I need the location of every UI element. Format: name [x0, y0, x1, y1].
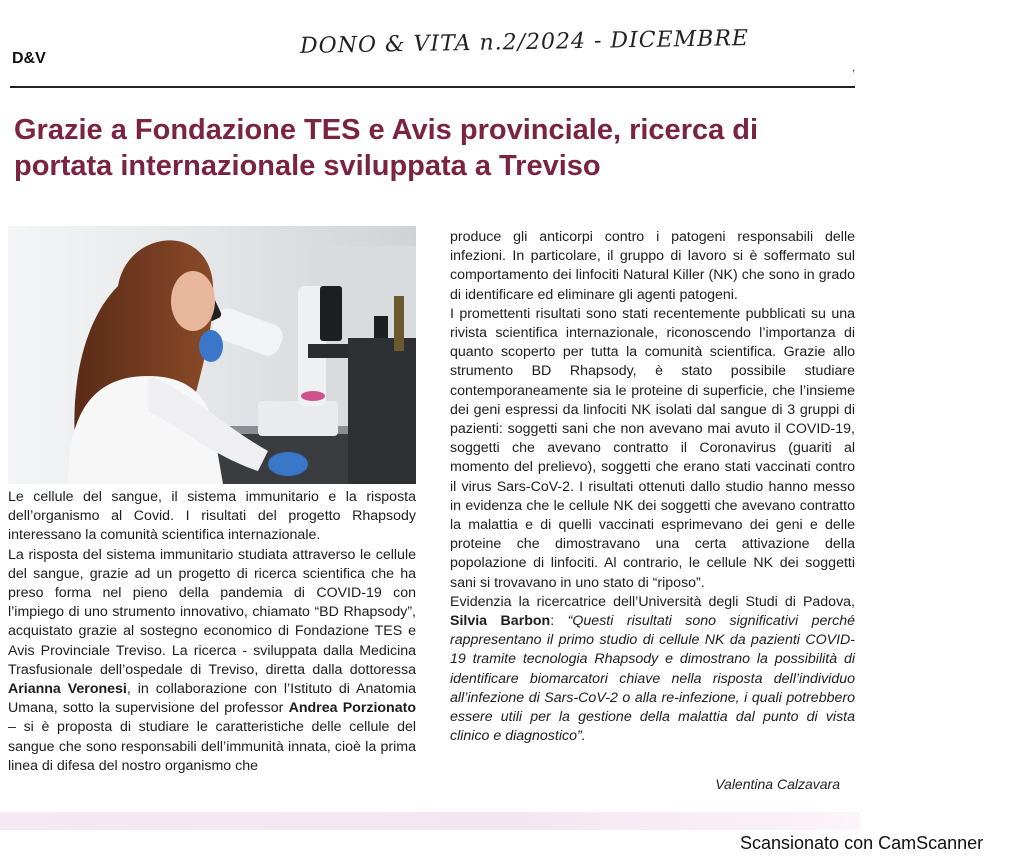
text-run: – si è proposta di studiare le caratteristiche delle cellule del sangue che sono responsabili dell’immunità innata, cioè la prima linea di difesa del nostro organismo che	[8, 719, 416, 774]
scan-artifact-band	[0, 812, 860, 830]
lead-paragraph: Le cellule del sangue, il sistema immunitario e la risposta dell’organismo al Covid. I risultati del progetto Rhapsody interessano la comunità scientifica internazionale.	[8, 489, 416, 544]
text-run: :	[550, 613, 568, 630]
article-photo	[8, 226, 416, 484]
person-name: Arianna Veronesi	[8, 681, 127, 698]
article-column-left	[8, 488, 416, 776]
text-run: , in collaborazione con l’Istituto di Anatomia Umana, sotto la supervisione del professor	[8, 681, 416, 717]
body-paragraph-1	[8, 546, 416, 776]
text-run: Evidenzia la ricercatrice dell’Università degli Studi di Padova,	[450, 593, 855, 610]
author-byline: Valentina Calzavara	[715, 776, 840, 792]
person-name: Silvia Barbon	[450, 613, 551, 630]
body-paragraph-2: produce gli anticorpi contro i patogeni responsabili delle infezioni. In particolare, il gruppo di lavoro si è soffermato sul comportamento dei linfociti Natural Killer (NK) che sono in grado di identificare ed eliminare gli agenti patogeni.	[450, 229, 855, 303]
lab-photo-illustration	[8, 226, 416, 484]
section-tag: D&V	[12, 50, 46, 67]
person-name: Andrea Porzionato	[288, 700, 417, 717]
article-column-right	[450, 228, 855, 746]
body-paragraph-4	[450, 593, 855, 747]
handwritten-note: DONO & VITA n.2/2024 - DICEMBRE	[299, 26, 750, 59]
quote: “Questi risultati sono significativi perché rappresentano il primo studio di cellule NK da pazienti COVID-19 tramite tecnologia Rhapsody e dimostrano la possibilità di identificare biomarcatori chiave nella risposta dell’individuo all’infezione di Sars-CoV-2 o alla re-infezione, i quali potrebbero essere utili per la gestione della malattia dal punto di vista clinico e diagnostico”.	[450, 613, 855, 745]
margin-mark: ,	[852, 60, 856, 74]
scanner-watermark: Scansionato con CamScanner	[740, 833, 984, 853]
article-title: Grazie a Fondazione TES e Avis provinciale, ricerca di portata internazionale sviluppata a Treviso	[14, 114, 759, 182]
header-rule	[10, 86, 855, 88]
body-paragraph-3: I promettenti risultati sono stati recentemente pubblicati su una rivista scientifica internazionale, riconoscendo l’importanza di quanto scoperto per tutta la comunità scientifica. Grazie allo strumento BD Rhapsody, è stato possibile studiare contemporaneamente sia le proteine di superficie, che l’insieme dei geni espressi da linfociti NK isolati dal sangue di 3 gruppi di pazienti: soggetti sani che non avevano mai avuto il COVID-19, soggetti che avevano contratto il Coronavirus (guariti al momento del prelievo), soggetti che erano stati vaccinati contro il virus Sars-CoV-2. I risultati ottenuti dallo studio hanno messo in evidenza che le cellule NK dei soggetti che avevano contratto la malattia e di quelli vaccinati esprimevano dei geni e delle proteine che dimostravano una certa attivazione della popolazione di linfociti. Al contrario, le cellule NK dei soggetti sani si trovavano in uno stato di “riposo”.	[450, 305, 855, 591]
text-run: La risposta del sistema immunitario studiata attraverso le cellule del sangue, grazie ad un progetto di ricerca scientifica che ha preso forma nel pieno della pandemia di COVID-19 con l’impiego di uno strumento innovativo, chiamato “BD Rhapsody”, acquistato grazie al sostegno economico di Fondazione TES e Avis Provinciale Treviso. La ricerca - sviluppata dalla Medicina Trasfusionale dell’ospedale di Treviso, diretta dalla dottoressa	[8, 546, 416, 678]
